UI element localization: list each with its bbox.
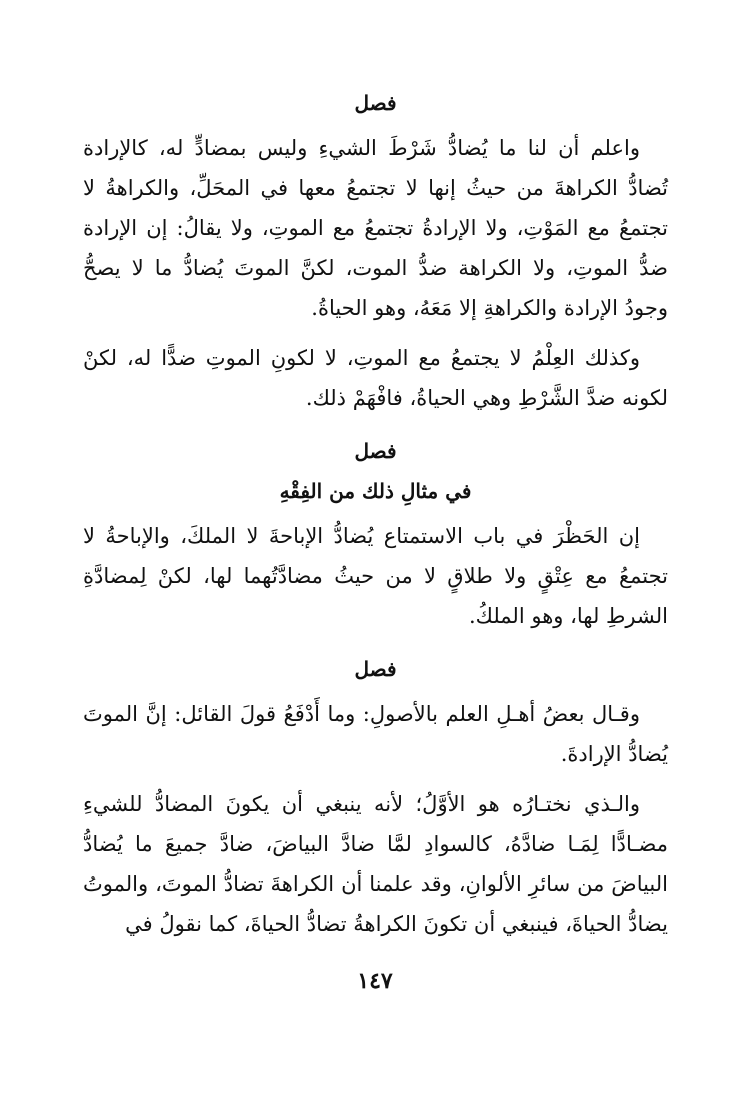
section-heading: فصل [354, 91, 397, 115]
paragraph: واعلم أن لنا ما يُضادُّ شَرْطَ الشيءِ وليس بمضادٍّ له، كالإرادة تُضادُّ الكراهةَ من حيثُ إنها لا تجتمعُ معها في المحَلِّ، والكراهةُ لا تجتمعُ مع المَوْتِ، ولا الإرادةُ تجتمعُ مع الموتِ، ولا يقالُ: إن الإرادة ضدُّ الموتِ، ولا الكراهة ضدُّ الموت، لكنَّ الموتَ يُضادُّ ما لا يصحُّ وجودُ الإرادة والكراهةِ إلا مَعَهُ، وهو الحياةُ. [83, 136, 668, 320]
paragraph: وكذلك العِلْمُ لا يجتمعُ مع الموتِ، لا لكونِ الموتِ ضدًّا له، لكنْ لكونه ضدَّ الشَّرْطِ وهي الحياةُ، فافْهَمْ ذلك. [83, 346, 668, 410]
spacer [83, 684, 668, 694]
spacer [83, 466, 668, 476]
section-heading: فصل [354, 439, 397, 463]
spacer [83, 118, 668, 128]
page-body [83, 88, 668, 944]
paragraph: والـذي نختـارُه هو الأوَّلُ؛ لأنه ينبغي أن يكونَ المضادُّ للشيءِ مضـادًّا لِمَـا ضادَّهُ، كالسوادِ لمَّا ضادَّ البياضَ، ضادَّ جميعَ ما يُضادُّ البياضَ من سائرِ الألوانِ، وقد علمنا أن الكراهةَ تضادُّ الموتَ، والموتُ يضادُّ الحياةَ، فينبغي أن تكونَ الكراهةُ تضادُّ الحياةَ، كما نقولُ في [83, 792, 668, 936]
paragraph: وقـال بعضُ أهـلِ العلم بالأصولِ: وما أَدْفَعُ قولَ القائل: إنَّ الموتَ يُضادُّ الإرادةَ. [83, 702, 668, 766]
section-heading: فصل [354, 657, 397, 681]
spacer [83, 506, 668, 516]
spacer [83, 774, 668, 784]
spacer [83, 328, 668, 338]
spacer [83, 636, 668, 654]
section-subheading: في مثالِ ذلك من الفِقْهِ [279, 479, 472, 503]
page-number: ١٤٧ [357, 968, 393, 994]
paragraph: إن الحَظْرَ في باب الاستمتاع يُضادُّ الإباحةَ لا الملكَ، والإباحةُ لا تجتمعُ مع عِتْقٍ ولا طلاقٍ لا من حيثُ مضادَّتُهما لها، لكنْ لِمضادَّةِ الشرطِ لها، وهو الملكُ. [83, 524, 668, 628]
spacer [83, 418, 668, 436]
